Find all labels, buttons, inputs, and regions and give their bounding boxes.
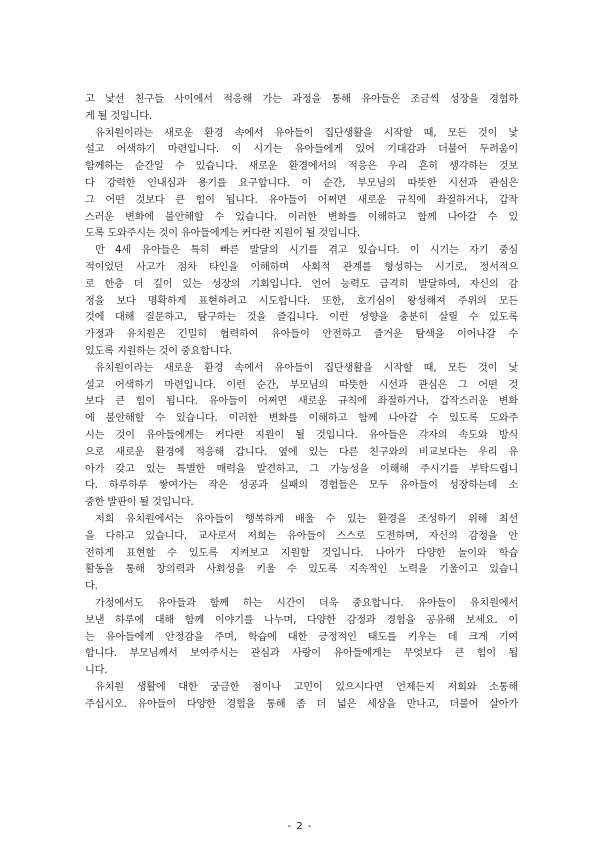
text-line: 로 한층 더 깊이 있는 성장의 기회입니다. 언어 능력도 급격히 발달하여, 자신의 감: [85, 278, 518, 290]
text-line: 게 될 것입니다.: [85, 110, 152, 122]
paragraph: [85, 243, 518, 361]
document-body: [85, 92, 518, 713]
text-line: 아가 갖고 있는 특별한 매력을 발견하고, 그 가능성을 이해해 주시기를 부탁드립니: [85, 463, 518, 475]
text-line: 활동을 통해 창의력과 사회성을 키울 수 있도록 지속적인 노력을 기울이고 있습니: [85, 564, 518, 576]
text-line: 전하게 표현할 수 있도록 지켜보고 지원할 것입니다. 나아가 다양한 놀이와 학습: [85, 547, 518, 559]
text-line: 보낸 하루에 대해 함께 이야기를 나누며, 다양한 감정과 경험을 공유해 보세요. 이: [85, 614, 518, 626]
text-line: 는 유아들에게 안정감을 주며, 학습에 대한 긍정적인 태도를 키우는 데 크게 기여: [85, 631, 518, 643]
text-line: 설고 어색하기 마련입니다. 이 시기는 유아들에게 있어 기대감과 더불어 두려움이: [85, 144, 518, 156]
text-line: 보다 큰 힘이 됩니다. 유아들이 어쩌면 새로운 규칙에 좌절하거나, 갑작스러운 변화: [85, 396, 518, 408]
text-line: 유치원이라는 새로운 환경 속에서 유아들이 집단생활을 시작할 때, 모든 것이 낯: [95, 362, 518, 374]
paragraph: [85, 361, 518, 512]
text-line: 시는 것이 유아들에게는 커다란 지원이 될 것입니다. 유아들은 각자의 속도와 방식: [85, 429, 518, 441]
paragraph: [85, 126, 518, 244]
text-line: 적이었던 사고가 점차 타인을 이해하며 사회적 관계를 형성하는 시기로, 정서적으: [85, 261, 518, 273]
text-line: 에 불안해할 수 있습니다. 이러한 변화를 이해하고 함께 나아갈 수 있도록 도와주: [85, 413, 518, 425]
text-line: 만 4세 유아들은 특히 빠른 발달의 시기를 겪고 있습니다. 이 시기는 자기 중심: [95, 245, 518, 257]
text-line: 을 다하고 있습니다. 교사로서 저희는 유아들이 스스로 도전하며, 자신의 감정을 안: [85, 530, 518, 542]
text-line: 정을 보다 명확하게 표현하려고 시도합니다. 또한, 호기심이 왕성해져 주위의 모든: [85, 295, 518, 307]
text-line: 도록 도와주시는 것이 유아들에게는 커다란 지원이 될 것입니다.: [85, 228, 360, 240]
text-line: 다.: [85, 581, 98, 593]
text-line: 합니다. 부모님께서 보여주시는 관심과 사랑이 유아들에게는 무엇보다 큰 힘이 됩: [85, 648, 518, 660]
paragraph: [85, 680, 518, 714]
text-line: 다. 하루하루 쌓여가는 작은 성공과 실패의 경험들은 모두 유아들이 성장하는데 소: [85, 480, 518, 492]
text-line: 다 강력한 인내심과 용기를 요구합니다. 이 순간, 부모님의 따뜻한 시선과 관심은: [85, 177, 518, 189]
text-line: 가정에서도 유아들과 함께 하는 시간이 더욱 중요합니다. 유아들이 유치원에서: [95, 597, 518, 609]
text-line: 중한 발판이 될 것입니다.: [85, 497, 194, 509]
paragraph: [85, 512, 518, 596]
text-line: 스러운 변화에 불안해할 수 있습니다. 이러한 변화를 이해하고 함께 나아갈 수 있: [85, 211, 518, 223]
page-number: - 2 -: [287, 821, 313, 832]
text-line: 가정과 유치원은 긴밀히 협력하여 유아들이 안전하고 즐거운 탐색을 이어나갈 수: [85, 329, 518, 341]
text-line: 주십시오. 유아들이 다양한 경험을 통해 좀 더 넓은 세상을 만나고, 더불어 살아가: [85, 698, 518, 710]
paragraph: [85, 92, 518, 126]
text-line: 유치원 생활에 대한 궁금한 점이나 고민이 있으시다면 언제든지 저희와 소통해: [95, 681, 518, 693]
text-line: 있도록 지원하는 것이 중요합니다.: [85, 345, 233, 357]
text-line: 유치원이라는 새로운 환경 속에서 유아들이 집단생활을 시작할 때, 모든 것이 낯: [95, 127, 518, 139]
text-line: 함께하는 순간일 수 있습니다. 새로운 환경에서의 적응은 우리 흔히 생각하는 것보: [85, 161, 518, 173]
paragraph: [85, 596, 518, 680]
text-line: 그 어떤 것보다 큰 힘이 됩니다. 유아들이 어쩌면 새로운 규칙에 좌절하거나, 갑작: [85, 194, 518, 206]
text-line: 저희 유치원에서는 유아들이 행복하게 배울 수 있는 환경을 조성하기 위해 최선: [95, 513, 518, 525]
text-line: 으로 새로운 환경에 적응해 갑니다. 옆에 있는 다른 친구와의 비교보다는 우리 유: [85, 446, 518, 458]
text-line: 것에 대해 질문하고, 탐구하는 것을 즐깁니다. 이런 성향을 충분히 살릴 수 있도록: [85, 312, 518, 324]
text-line: 고 낯선 친구들 사이에서 적응해 가는 과정을 통해 유아들은 조금씩 성장을 경험하: [85, 94, 518, 105]
text-line: 설고 어색하기 마련입니다. 이런 순간, 부모님의 따뜻한 시선과 관심은 그 어떤 것: [85, 379, 518, 391]
text-line: 니다.: [85, 665, 108, 677]
